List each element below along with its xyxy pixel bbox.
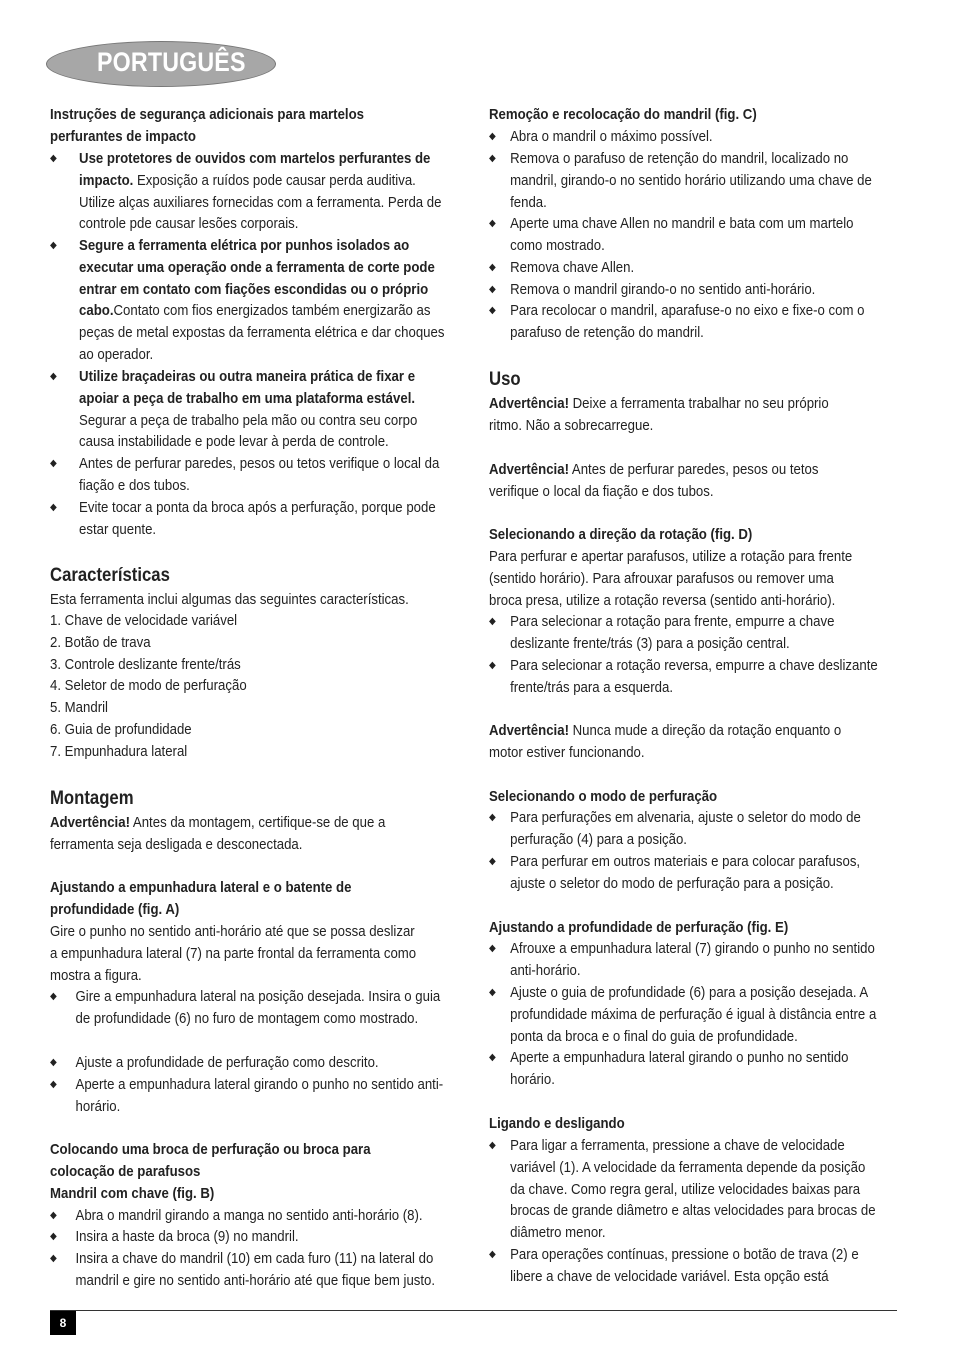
item-text: Ajuste o guia de profundidade (6) para a posição desejada. A profundidade máxima de perfuração é igual à distância entre a ponta da broca e o final do guia de profundidade.	[510, 984, 877, 1045]
item-text: Aperte uma chave Allen no mandril e bata com um martelo como mostrado.	[510, 215, 854, 254]
warning-text: Antes de perfurar paredes, pesos ou tetos verifique o local da fiação e dos tubos.	[489, 461, 819, 500]
item-text: Insira a haste da broca (9) no mandril.	[75, 1228, 299, 1245]
item-text: Ajuste a profundidade de perfuração como descrito.	[75, 1054, 379, 1071]
bullet-icon: ◆	[489, 856, 496, 867]
warning-label: Advertência!	[50, 814, 130, 831]
bullet-icon: ◆	[489, 812, 496, 823]
features-list	[50, 610, 420, 763]
item-text: Para operações contínuas, pressione o botão de trava (2) e libere a chave de velocidade variável. Esta opção está	[510, 1246, 859, 1285]
bullet-icon: ◆	[489, 616, 496, 627]
onoff-title: Ligando e desligando	[489, 1115, 625, 1132]
safety-item	[50, 235, 449, 366]
item-text: Insira a chave do mandril (10) em cada furo (11) na lateral do mandril e gire no sentido anti-horário até que fique bem justo.	[75, 1250, 436, 1289]
rotation-title: Selecionando a direção da rotação (fig. D)	[489, 526, 753, 543]
rotation-item	[489, 655, 880, 699]
safety-item	[50, 148, 449, 235]
language-badge	[46, 41, 276, 87]
bullet-icon: ◆	[489, 153, 496, 164]
removal-item	[489, 300, 880, 344]
removal-item	[489, 213, 880, 257]
bullet-icon: ◆	[50, 502, 57, 513]
side-handle-title: Ajustando a empunhadura lateral e o batente de profundidade (fig. A)	[50, 879, 352, 918]
bullet-icon: ◆	[50, 991, 57, 1002]
bullet-icon: ◆	[489, 284, 496, 295]
safety-item	[50, 453, 449, 497]
removal-item	[489, 148, 880, 213]
removal-item	[489, 126, 880, 148]
bullet-icon: ◆	[489, 305, 496, 316]
item-text: Aperte a empunhadura lateral girando o punho no sentido horário.	[510, 1049, 849, 1088]
item-text: Abra o mandril o máximo possível.	[510, 128, 713, 145]
features-intro: Esta ferramenta inclui algumas das seguintes características.	[50, 591, 409, 608]
item-text: Aperte a empunhadura lateral girando o punho no sentido anti-horário.	[75, 1076, 444, 1115]
safety-item-text: Antes de perfurar paredes, pesos ou tetos verifique o local da fiação e dos tubos.	[79, 455, 440, 494]
onoff-item	[489, 1244, 880, 1288]
chuck-key-title: Mandril com chave (fig. B)	[50, 1185, 215, 1202]
list-item: 2. Botão de trava	[50, 633, 151, 651]
removal-item	[489, 257, 880, 279]
safety-item-bold: Use protetores de ouvidos com martelos perfurantes de impacto.	[79, 150, 431, 189]
page-number: 8	[50, 1311, 76, 1335]
list-item: 4. Seletor de modo de perfuração	[50, 677, 247, 695]
item-text: Afrouxe a empunhadura lateral (7) girando o punho no sentido anti-horário.	[510, 940, 875, 979]
bullet-icon: ◆	[489, 1052, 496, 1063]
side-handle-item	[50, 986, 445, 1030]
chuck-item	[50, 1205, 445, 1227]
bullet-icon: ◆	[489, 1140, 496, 1151]
warning-text: Antes da montagem, certifique-se de que a ferramenta seja desligada e desconectada.	[50, 814, 386, 853]
list-item: 7. Empunhadura lateral	[50, 742, 188, 760]
bullet-icon: ◆	[50, 1079, 57, 1090]
footer-rule	[50, 1310, 897, 1311]
safety-item-bold: Segure a ferramenta elétrica por punhos isolados ao executar uma operação onde a ferramenta de corte pode entrar em contato com fiações escondidas ou o próprio cabo.	[79, 237, 435, 320]
bullet-icon: ◆	[489, 660, 496, 671]
item-text: Para selecionar a rotação reversa, empurre a chave deslizante frente/trás para a esquerda.	[510, 657, 878, 696]
rotation-warning	[489, 720, 859, 764]
mode-title: Selecionando o modo de perfuração	[489, 788, 718, 805]
safety-item-text: Exposição a ruídos pode causar perda auditiva. Utilize alças auxiliares fornecidas com a ferramenta. Perda de controle pde causar lesões corporais.	[79, 171, 442, 233]
onoff-item	[489, 1135, 880, 1244]
safety-item	[50, 497, 449, 541]
warning-text: Nunca mude a direção da rotação enquanto o motor estiver funcionando.	[489, 722, 842, 761]
list-item: 3. Controle deslizante frente/trás	[50, 655, 241, 673]
item-text: Remova o parafuso de retenção do mandril, localizado no mandril, girando-o no sentido horário utilizando uma chave de fenda.	[510, 150, 872, 211]
rotation-item	[489, 611, 880, 655]
warning-label: Advertência!	[489, 395, 569, 412]
depth-title: Ajustando a profundidade de perfuração (fig. E)	[489, 919, 789, 936]
bullet-icon: ◆	[50, 1210, 57, 1221]
removal-item	[489, 279, 880, 301]
safety-item-text: Contato com fios energizados também energizarão as peças de metal expostas da ferramenta elétrica e dar choques ao operador.	[79, 302, 445, 363]
depth-item	[489, 982, 880, 1047]
item-text: Para selecionar a rotação para frente, empurre a chave deslizante frente/trás (3) para a posição central.	[510, 613, 835, 652]
bullet-icon: ◆	[50, 153, 57, 164]
bullet-icon: ◆	[50, 1253, 57, 1264]
side-handle-text: Gire o punho no sentido anti-horário até que se possa deslizar a empunhadura lateral (7) na parte frontal da ferramenta como mostra a figura.	[50, 923, 417, 984]
language-label: PORTUGUÊS	[97, 47, 246, 77]
depth-item	[489, 1047, 880, 1091]
depth-item	[489, 938, 880, 982]
list-item: 6. Guia de profundidade	[50, 720, 192, 738]
item-text: Abra o mandril girando a manga no sentido anti-horário (8).	[75, 1207, 423, 1224]
bullet-icon: ◆	[489, 262, 496, 273]
bit-title: Colocando uma broca de perfuração ou broca para colocação de parafusos	[50, 1141, 371, 1180]
list-item: 5. Mandril	[50, 699, 108, 717]
bullet-icon: ◆	[489, 131, 496, 142]
safety-item-text: Segurar a peça de trabalho pela mão ou contra seu corpo causa instabilidade e pode levar à perda de controle.	[79, 411, 418, 451]
bullet-icon: ◆	[50, 1231, 57, 1242]
warning-label: Advertência!	[489, 461, 569, 478]
item-text: Gire a empunhadura lateral na posição desejada. Insira o guia de profundidade (6) no furo de montagem como mostrado.	[75, 988, 441, 1027]
safety-item	[50, 366, 449, 453]
side-handle-item	[50, 1052, 445, 1074]
removal-title: Remoção e recolocação do mandril (fig. C)	[489, 106, 757, 123]
safety-item-bold: Utilize braçadeiras ou outra maneira prática de fixar e apoiar a peça de trabalho em uma plataforma estável.	[79, 368, 416, 407]
bullet-icon: ◆	[489, 943, 496, 954]
rotation-text: Para perfurar e apertar parafusos, utilize a rotação para frente (sentido horário). Para afrouxar parafusos ou remover uma broca presa, utilize a rotação reversa (sentido anti-horário).	[489, 548, 853, 609]
bullet-icon: ◆	[489, 218, 496, 229]
item-text: Para perfurar em outros materiais e para colocar parafusos, ajuste o seletor do modo de perfuração para a posição.	[510, 853, 861, 892]
warning-label: Advertência!	[489, 722, 569, 739]
mode-item	[489, 807, 880, 851]
item-text: Remova o mandril girando-o no sentido anti-horário.	[510, 281, 816, 298]
bullet-icon: ◆	[50, 458, 57, 469]
safety-item-text: Evite tocar a ponta da broca após a perfuração, porque pode estar quente.	[79, 499, 436, 538]
features-heading: Características	[50, 565, 170, 586]
bullet-icon: ◆	[489, 987, 496, 998]
bullet-icon: ◆	[50, 240, 57, 251]
chuck-item	[50, 1226, 445, 1248]
warning-text: Deixe a ferramenta trabalhar no seu próprio ritmo. Não a sobrecarregue.	[489, 395, 829, 434]
use-heading: Uso	[489, 369, 521, 390]
use-warning	[489, 459, 859, 503]
item-text: Para ligar a ferramenta, pressione a chave de velocidade variável (1). A velocidade da ferramenta depende da posição da chave. Como regra geral, utilize velocidades baixas para brocas de grande diâmetro e altas velocidades para brocas de diâmetro menor.	[510, 1137, 876, 1242]
bullet-icon: ◆	[489, 1249, 496, 1260]
mode-item	[489, 851, 880, 895]
side-handle-item	[50, 1074, 445, 1118]
list-item: 1. Chave de velocidade variável	[50, 612, 238, 629]
safety-title: Instruções de segurança adicionais para martelos perfurantes de impacto	[50, 106, 364, 145]
item-text: Para perfurações em alvenaria, ajuste o seletor do modo de perfuração (4) para a posição.	[510, 809, 861, 848]
item-text: Para recolocar o mandril, aparafuse-o no eixo e fixe-o com o parafuso de retenção do mandril.	[510, 302, 865, 341]
chuck-item	[50, 1248, 445, 1292]
assembly-heading: Montagem	[50, 788, 134, 809]
bullet-icon: ◆	[50, 371, 57, 382]
use-warning	[489, 393, 859, 437]
bullet-icon: ◆	[50, 1057, 57, 1068]
item-text: Remova chave Allen.	[510, 259, 635, 276]
assembly-warning	[50, 812, 420, 856]
